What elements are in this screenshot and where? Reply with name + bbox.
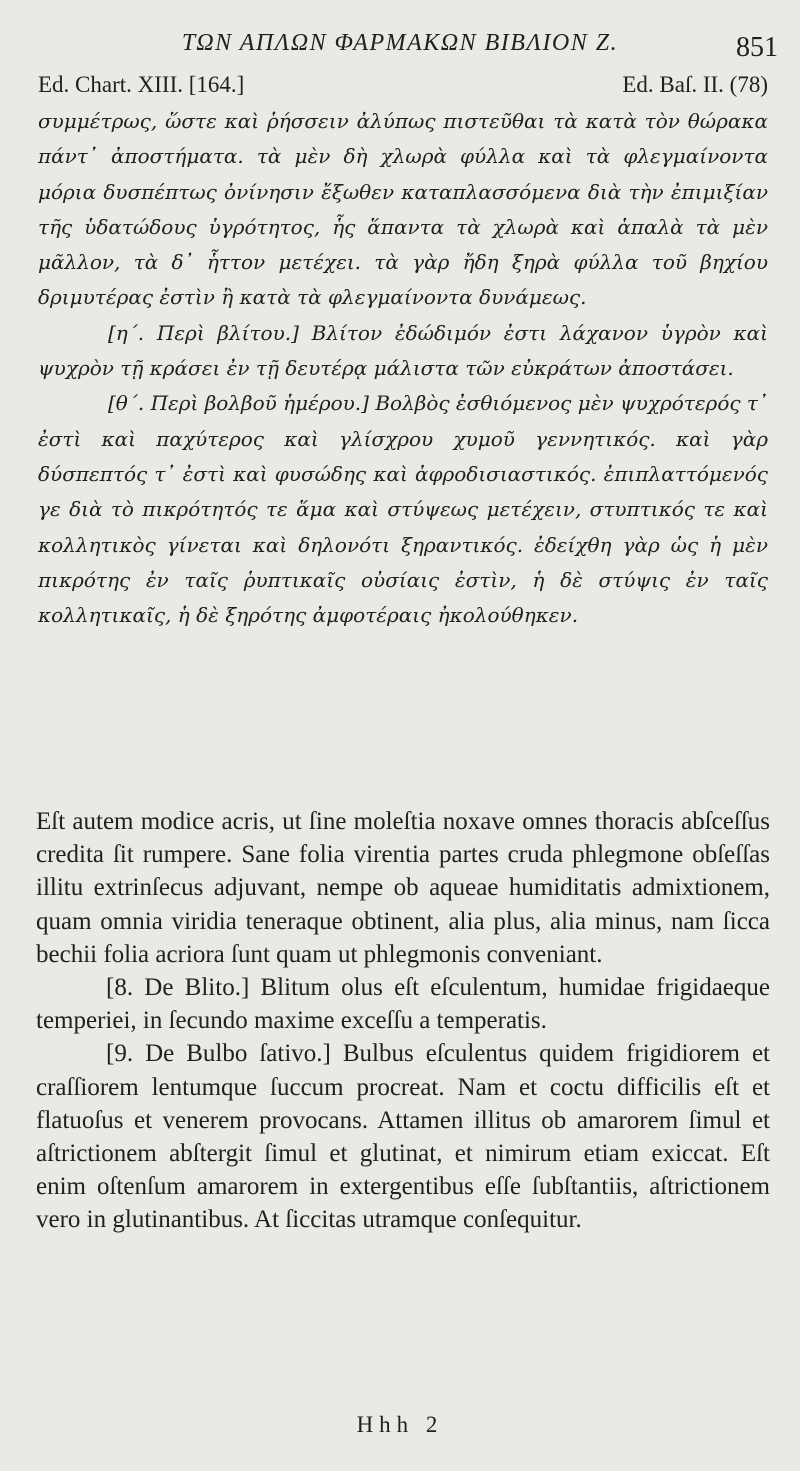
greek-paragraph-2: [η΄. Περὶ βλίτου.] Βλίτον ἐδώδιμόν ἐστι λάχανον ὑγρὸν καὶ ψυχρὸν τῇ κράσει ἐν τῇ δευτέρᾳ μάλιστα τῶν εὐκράτων ἀποστάσει. [38, 320, 768, 381]
signature-mark: Hhh 2 [356, 1412, 444, 1437]
edition-reference-line [38, 72, 768, 106]
greek-text-block [38, 104, 768, 633]
edition-chartier-ref: Ed. Chart. XIII. [164.] [38, 72, 245, 97]
latin-paragraph-2: [8. De Blito.] Blitum olus eſt eſculentum, humidae frigidaeque temperiei, in ſecundo maxime exceſſu a temperatis. [36, 974, 770, 1035]
edition-basel-ref: Ed. Baſ. II. (78) [622, 72, 768, 97]
running-title: ΤΩΝ ΑΠΛΩΝ ΦΑΡΜΑΚΩΝ ΒΙΒΛΙΟΝ Ζ. [181, 30, 619, 56]
latin-text-block [36, 805, 770, 1237]
running-header [0, 24, 800, 64]
greek-paragraph-1: συμμέτρως, ὥστε καὶ ῥήσσειν ἀλύπως πιστεῦθαι τὰ κατὰ τὸν θώρακα πάντ᾽ ἀποστήματα. τὰ μὲν δὴ χλωρὰ φύλλα καὶ τὰ φλεγμαίνοντα μόρια δυσπέπτως ὀνίνησιν ἔξωθεν καταπλασσόμενα διὰ τὴν ἐπιμιξίαν τῆς ὑδατώδους ὑγρότητος, ἧς ἅπαντα τὰ χλωρὰ καὶ ἁπαλὰ τὰ μὲν μᾶλλον, τὰ δ᾽ ἧττον μετέχει. τὰ γὰρ ἤδη ξηρὰ φύλλα τοῦ βηχίου δριμυτέρας ἐστὶν ἢ κατὰ τὰ φλεγμαίνοντα δυνάμεως. [38, 109, 768, 310]
greek-paragraph-3: [θ΄. Περὶ βολβοῦ ἡμέρου.] Βολβὸς ἐσθιόμενος μὲν ψυχρότερός τ᾽ ἐστὶ καὶ παχύτερος καὶ γλίσχρου χυμοῦ γεννητικός. καὶ γὰρ δύσπεπτός τ᾽ ἐστὶ καὶ φυσώδης καὶ ἀφροδισιαστικός. ἐπιπλαττόμενός γε διὰ τὸ πικρότητός τε ἅμα καὶ στύψεως μετέχειν, στυπτικός τε καὶ κολλητικὸς γίνεται καὶ δηλονότι ξηραντικός. ἐδείχθη γὰρ ὡς ἡ μὲν πικρότης ἐν ταῖς ῥυπτικαῖς οὐσίαις ἐστὶν, ἡ δὲ στύψις ἐν ταῖς κολλητικαῖς, ἡ δὲ ξηρότης ἀμφοτέραις ἠκολούθηκεν. [38, 391, 768, 628]
latin-paragraph-1: Eſt autem modice acris, ut ſine moleſtia noxave omnes thoracis abſceſſus credita ſit rumpere. Sane folia virentia partes cruda phlegmone obſeſſas illitu extrinſecus adjuvant, nempe ob aqueae humiditatis admixtionem, quam omnia viridia teneraque obtinent, alia plus, alia minus, nam ſicca bechii folia acriora ſunt quam ut phlegmonis conveniant. [36, 808, 770, 968]
latin-paragraph-3: [9. De Bulbo ſativo.] Bulbus eſculentus quidem frigidiorem et craſſiorem lentumque ſuccum procreat. Nam et coctu difficilis eſt et flatuoſus et venerem provocans. Attamen illitus ob amarorem ſimul et aſtrictionem abſtergit ſimul et glutinat, et nimirum etiam exiccat. Eſt enim oſtenſum amarorem in extergentibus eſſe ſubſtantiis, aſtrictionem vero in glutinantibus. At ſiccitas utramque conſequitur. [36, 1040, 770, 1234]
page-number: 851 [736, 32, 778, 63]
